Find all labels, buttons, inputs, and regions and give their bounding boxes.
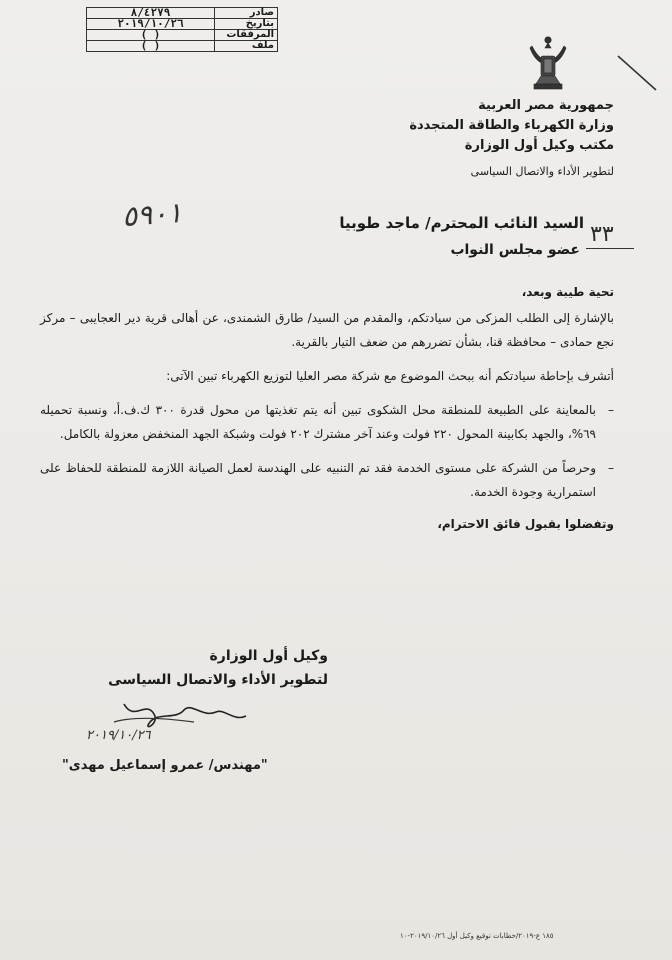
side-number-underline <box>586 248 634 249</box>
addressee-title: عضو مجلس النواب <box>450 242 580 258</box>
bullet-item-1 <box>40 398 614 446</box>
bullet-text: بالمعاينة على الطبيعة للمنطقة محل الشكوى تبين أنه يتم تغذيتها من محول قدرة ٣٠٠ ك.ف.أ، ونسبة تحميله ٦٩%، والجهد بكابينة المحول ٢٢٠ فولت وعند آخر مشترك ٢٠٢ فولت وشبكة الجهد المنخفض معزولة بالكامل. <box>40 403 597 441</box>
ref-row-date <box>87 19 278 30</box>
letter-body <box>40 272 614 536</box>
bullet-text: وحرصاً من الشركة على مستوى الخدمة فقد تم التنبيه على الهندسة لعمل الصيانة اللازمة للمنطقة للحفاظ على استمرارية وجودة الخدمة. <box>40 461 596 499</box>
ref-value: ٨/٤٢٧٩ <box>87 8 215 19</box>
handwritten-side-number: ٣٣ <box>590 222 614 247</box>
ref-row-attachments <box>87 30 278 41</box>
signature-date: ٢٠١٩/١٠/٢٦ <box>86 728 151 743</box>
letterhead-department: لتطوير الأداء والاتصال السياسى <box>470 165 614 178</box>
reference-table <box>86 7 278 52</box>
bullet-dash: – <box>608 403 614 417</box>
ref-label: بتاريخ <box>215 19 278 30</box>
letterhead-ministry: وزارة الكهرباء والطاقة المتجددة <box>409 118 614 133</box>
ref-value: ( ) <box>87 30 215 41</box>
signatory-department: لتطوير الأداء والاتصال السياسى <box>108 672 328 688</box>
eagle-emblem-icon <box>526 34 570 92</box>
letterhead <box>409 96 614 182</box>
ref-label: المرفقات <box>215 30 278 41</box>
body-paragraph-1: بالإشارة إلى الطلب المزكى من سيادتكم، والمقدم من السيد/ طارق الشمندى، عن أهالى قرية دير العجايبى – مركز نجع حمادى – محافظة قنا، بشأن تضررهم من ضعف التيار بالقرية. <box>40 311 614 349</box>
ref-label: صادر <box>215 8 278 19</box>
signature-block <box>68 644 328 692</box>
addressee-name: السيد النائب المحترم/ ماجد طوبيا <box>339 214 584 232</box>
signer-name: "مهندس/ عمرو إسماعيل مهدى" <box>62 758 268 773</box>
ref-value: ( ) <box>87 41 215 52</box>
ref-label: ملف <box>215 41 278 52</box>
letterhead-office: مكتب وكيل أول الوزارة <box>464 138 614 153</box>
ref-row-file <box>87 41 278 52</box>
pen-stroke-mark <box>600 50 660 100</box>
bullet-dash: – <box>608 461 614 475</box>
letterhead-country: جمهورية مصر العربية <box>478 98 614 113</box>
greeting: تحية طيبة وبعد، <box>521 285 614 299</box>
ref-value: ٢٠١٩/١٠/٢٦ <box>87 19 215 30</box>
footer-reference: ١٨٥ ع-٢٠١٩/خطابات توقيع وكيل أول ٢٠١٩/١٠/٢٦-١٠ <box>400 932 554 940</box>
handwritten-signature <box>84 692 264 758</box>
signatory-title: وكيل أول الوزارة <box>209 648 328 664</box>
bullet-item-2 <box>40 456 614 504</box>
body-paragraph-2: أتشرف بإحاطة سيادتكم أنه ببحث الموضوع مع شركة مصر العليا لتوزيع الكهرباء تبين الآتى: <box>166 369 614 383</box>
closing-line: وتفضلوا بقبول فائق الاحترام، <box>437 517 614 531</box>
handwritten-incoming-number: ٥٩٠١ <box>120 195 184 234</box>
